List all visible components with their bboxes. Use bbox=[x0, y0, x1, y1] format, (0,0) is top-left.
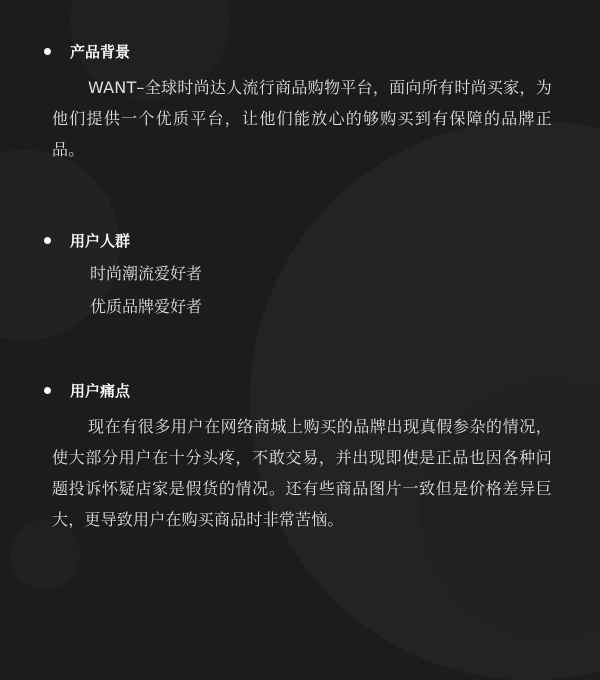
section-product-background bbox=[0, 40, 600, 159]
heading-text: 用户人群 bbox=[70, 232, 131, 250]
section-user-pain-points bbox=[0, 379, 600, 529]
bullet-icon bbox=[44, 237, 51, 244]
bullet-icon bbox=[44, 48, 51, 55]
user-group-item: 时尚潮流爱好者 bbox=[90, 264, 203, 283]
user-group-item: 优质品牌爱好者 bbox=[90, 297, 203, 316]
bullet-icon bbox=[44, 387, 51, 394]
section-heading bbox=[0, 229, 600, 253]
pain-points-paragraph: 现在有很多用户在网络商城上购买的品牌出现真假参杂的情况，使大部分用户在十分头疼，不敢交易，并出现即使是正品也因各种问题投诉怀疑店家是假货的情况。还有些商品图片一致但是价格差异巨大，更导致用户在购买商品时非常苦恼。 bbox=[52, 417, 552, 529]
heading-text: 用户痛点 bbox=[70, 382, 131, 400]
section-user-groups bbox=[0, 229, 600, 316]
section-heading bbox=[0, 40, 600, 64]
section-heading bbox=[0, 379, 600, 403]
heading-text: 产品背景 bbox=[70, 43, 131, 61]
product-background-paragraph: WANT–全球时尚达人流行商品购物平台，面向所有时尚买家，为他们提供一个优质平台，让他们能放心的够购买到有保障的品牌正品。 bbox=[52, 78, 552, 159]
